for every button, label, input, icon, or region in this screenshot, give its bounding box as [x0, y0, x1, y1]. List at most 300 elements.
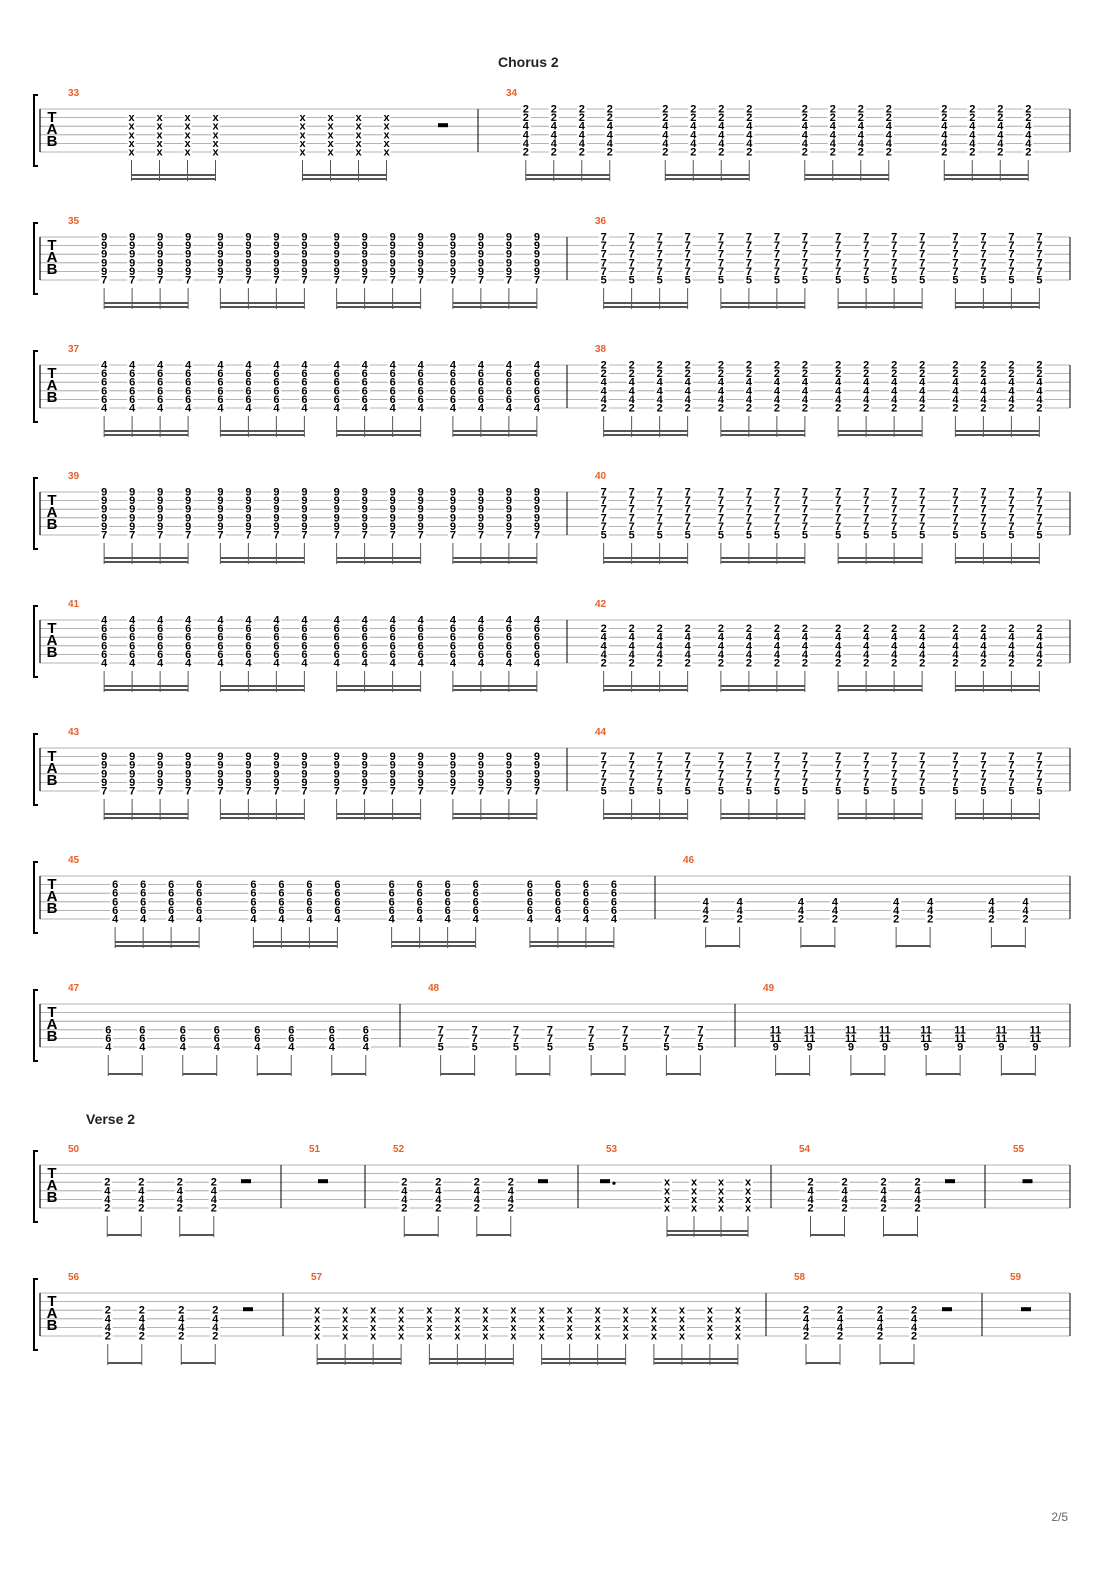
fret-number: 6 — [554, 887, 561, 900]
fret-number: 9 — [449, 512, 456, 525]
fret-number: x — [156, 137, 163, 150]
fret-number: 9 — [301, 231, 308, 244]
fret-number: 2 — [807, 1202, 814, 1215]
fret-number: 7 — [1036, 231, 1043, 244]
fret-number: 6 — [582, 879, 589, 892]
fret-number: 9 — [217, 248, 224, 261]
fret-number: 2 — [628, 359, 635, 372]
fret-number: 7 — [952, 265, 959, 278]
fret-number: 7 — [273, 274, 280, 287]
fret-number: 4 — [578, 120, 585, 133]
fret-number: 6 — [157, 385, 164, 398]
fret-number: 7 — [919, 768, 926, 781]
beam — [604, 302, 688, 304]
fret-number: 6 — [333, 648, 340, 661]
fret-number: 9 — [157, 486, 164, 499]
fret-number: 2 — [1036, 623, 1043, 636]
fret-number: 2 — [176, 1202, 183, 1215]
fret-number: 7 — [684, 768, 691, 781]
fret-number: 7 — [417, 785, 424, 798]
fret-number: 9 — [157, 759, 164, 772]
fret-number: 6 — [306, 887, 313, 900]
fret-number: 4 — [157, 359, 164, 372]
fret-number: 7 — [684, 512, 691, 525]
beam — [604, 434, 688, 436]
fret-number: 5 — [980, 529, 987, 542]
fret-number: 6 — [101, 648, 108, 661]
fret-number: 4 — [388, 913, 395, 926]
fret-number: 7 — [773, 248, 780, 261]
measure-number: 45 — [68, 855, 80, 866]
fret-number: 9 — [389, 231, 396, 244]
fret-number: 4 — [797, 896, 804, 909]
beam — [441, 1073, 475, 1075]
beam — [654, 1358, 738, 1360]
fret-number: 11 — [803, 1032, 816, 1045]
fret-number: 6 — [306, 904, 313, 917]
fret-number: 9 — [301, 265, 308, 278]
fret-number: 6 — [417, 393, 424, 406]
measure-number: 51 — [309, 1144, 321, 1155]
fret-number: 4 — [273, 657, 280, 670]
fret-number: 6 — [477, 385, 484, 398]
fret-number: 6 — [245, 648, 252, 661]
fret-number: 9 — [185, 768, 192, 781]
fret-number: 9 — [957, 1041, 964, 1054]
fret-number: 2 — [835, 657, 842, 670]
fret-number: 9 — [129, 503, 136, 516]
fret-number: x — [663, 1193, 671, 1206]
fret-number: x — [538, 1304, 545, 1317]
fret-number: x — [383, 120, 390, 133]
fret-number: 4 — [505, 402, 512, 415]
fret-number: 2 — [522, 103, 529, 116]
fret-number: 7 — [980, 257, 987, 270]
fret-number: 7 — [952, 503, 959, 516]
fret-number: 7 — [773, 495, 780, 508]
fret-number: 2 — [717, 368, 724, 381]
beam — [604, 306, 688, 308]
fret-number: 6 — [273, 385, 280, 398]
fret-number: 7 — [717, 248, 724, 261]
fret-number: 5 — [1008, 529, 1015, 542]
fret-number: 7 — [684, 231, 691, 244]
fret-number: 6 — [333, 368, 340, 381]
measure-number: 40 — [595, 471, 607, 482]
fret-number: 2 — [662, 112, 669, 125]
fret-number: 2 — [600, 657, 607, 670]
tab-clef-letter: B — [46, 644, 58, 661]
fret-number: x — [327, 146, 334, 159]
fret-number: 9 — [245, 486, 252, 499]
fret-number: 7 — [684, 495, 691, 508]
fret-number: 9 — [245, 768, 252, 781]
fret-number: 4 — [176, 1185, 183, 1198]
fret-number: x — [566, 1321, 573, 1334]
fret-number: 2 — [835, 368, 842, 381]
fret-number: 6 — [139, 1032, 146, 1045]
fret-number: 7 — [835, 503, 842, 516]
fret-number: 4 — [802, 1313, 810, 1326]
tab-clef-letter: T — [47, 1293, 57, 1310]
fret-number: 7 — [863, 503, 870, 516]
fret-number: 2 — [801, 657, 808, 670]
fret-number: 2 — [578, 112, 585, 125]
fret-number: 5 — [745, 529, 752, 542]
measure-number: 52 — [393, 1144, 405, 1155]
fret-number: 6 — [245, 368, 252, 381]
fret-number: 6 — [196, 879, 203, 892]
fret-number: 7 — [533, 785, 540, 798]
fret-number: 5 — [600, 785, 607, 798]
fret-number: 9 — [185, 265, 192, 278]
fret-number: 4 — [801, 385, 808, 398]
fret-number: 4 — [801, 376, 808, 389]
fret-number: 4 — [801, 648, 808, 661]
beam — [453, 817, 537, 819]
fret-number: 9 — [301, 495, 308, 508]
fret-number: 7 — [773, 486, 780, 499]
fret-number: 4 — [831, 904, 838, 917]
fret-number: 7 — [628, 495, 635, 508]
beam — [337, 302, 421, 304]
rest — [1021, 1307, 1031, 1311]
fret-number: 9 — [185, 776, 192, 789]
fret-number: 9 — [533, 759, 540, 772]
fret-number: 2 — [857, 146, 864, 159]
fret-number: 6 — [361, 640, 368, 653]
fret-number: x — [678, 1304, 685, 1317]
fret-number: 2 — [600, 359, 607, 372]
fret-number: 5 — [656, 274, 663, 287]
fret-number: 2 — [773, 368, 780, 381]
fret-number: 4 — [910, 1321, 918, 1334]
fret-number: 4 — [600, 385, 607, 398]
fret-number: 5 — [717, 529, 724, 542]
fret-number: 9 — [301, 776, 308, 789]
fret-number: 7 — [1036, 768, 1043, 781]
fret-number: 2 — [104, 1304, 111, 1317]
fret-number: 7 — [773, 759, 780, 772]
fret-number: 2 — [914, 1176, 921, 1189]
fret-number: 2 — [745, 657, 752, 670]
fret-number: 9 — [273, 495, 280, 508]
fret-number: 9 — [245, 776, 252, 789]
fret-number: 6 — [185, 385, 192, 398]
fret-number: 7 — [1036, 776, 1043, 789]
fret-number: 6 — [610, 904, 617, 917]
fret-number: 7 — [628, 240, 635, 253]
fret-number: 4 — [600, 648, 607, 661]
fret-number: x — [299, 129, 306, 142]
fret-number: 7 — [389, 785, 396, 798]
fret-number: 9 — [185, 520, 192, 533]
fret-number: 7 — [663, 1032, 670, 1045]
fret-number: 7 — [891, 759, 898, 772]
measure-number: 39 — [68, 471, 80, 482]
fret-number: 7 — [301, 529, 308, 542]
fret-number: 7 — [684, 248, 691, 261]
fret-number: 2 — [684, 657, 691, 670]
beam — [453, 685, 537, 687]
fret-number: 7 — [980, 751, 987, 764]
fret-number: 9 — [217, 768, 224, 781]
fret-number: 2 — [857, 103, 864, 116]
fret-number: 9 — [273, 503, 280, 516]
beam — [337, 557, 421, 559]
fret-number: 7 — [1036, 751, 1043, 764]
fret-number: 2 — [745, 368, 752, 381]
fret-number: 4 — [941, 137, 948, 150]
fret-number: 6 — [449, 385, 456, 398]
fret-number: x — [454, 1330, 461, 1343]
fret-number: 4 — [745, 648, 752, 661]
fret-number: 4 — [801, 129, 808, 142]
fret-number: 9 — [333, 520, 340, 533]
fret-number: 6 — [449, 393, 456, 406]
fret-number: 9 — [101, 751, 108, 764]
fret-number: 9 — [417, 486, 424, 499]
fret-number: 6 — [334, 887, 341, 900]
fret-number: 2 — [980, 359, 987, 372]
fret-number: 6 — [245, 640, 252, 653]
fret-number: 2 — [941, 146, 948, 159]
fret-number: 9 — [217, 759, 224, 772]
fret-number: 6 — [217, 376, 224, 389]
fret-number: 5 — [1008, 785, 1015, 798]
fret-number: 4 — [885, 120, 892, 133]
fret-number: 6 — [505, 393, 512, 406]
fret-number: 9 — [157, 512, 164, 525]
fret-number: 4 — [863, 376, 870, 389]
fret-number: 4 — [980, 385, 987, 398]
fret-number: 4 — [919, 631, 926, 644]
fret-number: 11 — [920, 1024, 932, 1037]
fret-number: 6 — [278, 879, 285, 892]
fret-number: 9 — [389, 486, 396, 499]
page-number: 2/5 — [1051, 1510, 1068, 1524]
fret-number: 4 — [717, 393, 724, 406]
fret-number: 7 — [1036, 240, 1043, 253]
fret-number: x — [342, 1321, 349, 1334]
fret-number: 5 — [952, 274, 959, 287]
fret-number: 7 — [628, 512, 635, 525]
fret-number: 9 — [505, 512, 512, 525]
fret-number: 7 — [656, 240, 663, 253]
fret-number: 4 — [628, 640, 635, 653]
fret-number: 9 — [389, 776, 396, 789]
tab-clef-letter: B — [46, 516, 58, 533]
fret-number: 4 — [328, 1041, 335, 1054]
fret-number: 2 — [684, 402, 691, 415]
fret-number: 6 — [278, 904, 285, 917]
fret-number: x — [398, 1313, 405, 1326]
fret-number: 9 — [129, 231, 136, 244]
fret-number: 7 — [980, 265, 987, 278]
fret-number: 4 — [217, 359, 224, 372]
fret-number: 9 — [389, 503, 396, 516]
fret-number: 4 — [718, 129, 725, 142]
fret-number: 9 — [505, 257, 512, 270]
fret-number: 6 — [361, 385, 368, 398]
fret-number: 4 — [333, 657, 340, 670]
beam — [104, 689, 188, 691]
fret-number: 2 — [919, 359, 926, 372]
fret-number: 7 — [1008, 240, 1015, 253]
fret-number: 9 — [389, 768, 396, 781]
fret-number: x — [454, 1304, 461, 1317]
fret-number: 9 — [129, 248, 136, 261]
measure-number: 37 — [68, 344, 80, 355]
fret-number: 7 — [245, 274, 252, 287]
fret-number: 2 — [773, 623, 780, 636]
beam — [851, 1073, 885, 1075]
fret-number: 4 — [505, 614, 512, 627]
fret-number: 9 — [533, 240, 540, 253]
fret-number: 7 — [449, 529, 456, 542]
fret-number: x — [184, 146, 191, 159]
fret-number: 2 — [684, 623, 691, 636]
fret-number: 7 — [656, 768, 663, 781]
fret-number: 7 — [684, 751, 691, 764]
fret-number: 4 — [628, 376, 635, 389]
fret-number: 6 — [140, 887, 147, 900]
fret-number: 6 — [361, 393, 368, 406]
fret-number: 9 — [361, 257, 368, 270]
measure-number: 35 — [68, 216, 80, 227]
tab-clef-letter: B — [46, 1317, 58, 1334]
fret-number: x — [327, 137, 334, 150]
fret-number: 9 — [157, 751, 164, 764]
fret-number: x — [355, 120, 362, 133]
measure-number: 38 — [595, 344, 607, 355]
fret-number: x — [383, 129, 390, 142]
fret-number: 4 — [245, 657, 252, 670]
fret-number: 7 — [333, 785, 340, 798]
fret-number: 7 — [600, 265, 607, 278]
beam — [955, 302, 1039, 304]
fret-number: 7 — [801, 751, 808, 764]
fret-number: 6 — [288, 1032, 295, 1045]
beam — [337, 685, 421, 687]
tab-clef-letter: B — [46, 261, 58, 278]
fret-number: 9 — [301, 240, 308, 253]
rest — [942, 1307, 952, 1311]
fret-number: 4 — [600, 376, 607, 389]
fret-number: 2 — [1008, 359, 1015, 372]
fret-number: 6 — [301, 368, 308, 381]
fret-number: 4 — [473, 1193, 480, 1206]
beam — [115, 941, 199, 943]
fret-number: 9 — [273, 240, 280, 253]
beam — [104, 430, 188, 432]
fret-number: 6 — [610, 887, 617, 900]
fret-number: 4 — [702, 904, 709, 917]
fret-number: 7 — [600, 240, 607, 253]
fret-number: 4 — [1036, 648, 1043, 661]
fret-number: 9 — [361, 759, 368, 772]
fret-number: 9 — [333, 231, 340, 244]
fret-number: 2 — [600, 402, 607, 415]
beam — [542, 1358, 626, 1360]
fret-number: 9 — [129, 759, 136, 772]
fret-number: 2 — [628, 402, 635, 415]
fret-number: 9 — [101, 486, 108, 499]
fret-number: 7 — [835, 257, 842, 270]
fret-number: 9 — [217, 751, 224, 764]
fret-number: 4 — [1008, 648, 1015, 661]
fret-number: 4 — [969, 129, 976, 142]
fret-number: 4 — [477, 614, 484, 627]
beam — [332, 1073, 366, 1075]
fret-number: 2 — [606, 146, 613, 159]
tab-clef-letter: A — [46, 504, 58, 521]
fret-number: 7 — [1008, 751, 1015, 764]
fret-number: 6 — [217, 368, 224, 381]
fret-number: 9 — [477, 486, 484, 499]
fret-number: 2 — [863, 623, 870, 636]
fret-number: 9 — [505, 776, 512, 789]
beam — [806, 1362, 840, 1364]
beam — [838, 685, 922, 687]
beam — [104, 817, 188, 819]
fret-number: 9 — [333, 512, 340, 525]
fret-number: 9 — [333, 768, 340, 781]
fret-number: 6 — [157, 623, 164, 636]
fret-number: 6 — [185, 623, 192, 636]
fret-number: 5 — [891, 529, 898, 542]
fret-number: 7 — [656, 776, 663, 789]
fret-number: 7 — [157, 274, 164, 287]
beam — [654, 1362, 738, 1364]
fret-number: 4 — [522, 129, 529, 142]
fret-number: 7 — [891, 776, 898, 789]
fret-number: 2 — [910, 1330, 918, 1343]
fret-number: 2 — [718, 103, 725, 116]
fret-number: x — [744, 1193, 752, 1206]
fret-number: 9 — [449, 776, 456, 789]
fret-number: 9 — [273, 231, 280, 244]
fret-number: 5 — [773, 529, 780, 542]
fret-number: 9 — [217, 231, 224, 244]
fret-number: 4 — [104, 1185, 111, 1198]
fret-number: 9 — [449, 231, 456, 244]
fret-number: x — [594, 1321, 601, 1334]
fret-number: 7 — [717, 520, 724, 533]
fret-number: 6 — [301, 648, 308, 661]
fret-number: 9 — [273, 512, 280, 525]
fret-number: 7 — [717, 486, 724, 499]
fret-number: 6 — [185, 631, 192, 644]
fret-number: 7 — [600, 520, 607, 533]
fret-number: 6 — [582, 896, 589, 909]
fret-number: 7 — [628, 776, 635, 789]
fret-number: 7 — [745, 751, 752, 764]
fret-number: 6 — [273, 631, 280, 644]
fret-number: 7 — [980, 503, 987, 516]
fret-number: 7 — [863, 486, 870, 499]
beam — [530, 941, 614, 943]
fret-number: 6 — [306, 879, 313, 892]
fret-number: 6 — [101, 631, 108, 644]
fret-number: 2 — [952, 359, 959, 372]
beam — [884, 1234, 918, 1236]
fret-number: 9 — [185, 512, 192, 525]
fret-number: 4 — [361, 614, 368, 627]
fret-number: 5 — [835, 529, 842, 542]
fret-number: 7 — [980, 495, 987, 508]
fret-number: 11 — [920, 1032, 932, 1045]
